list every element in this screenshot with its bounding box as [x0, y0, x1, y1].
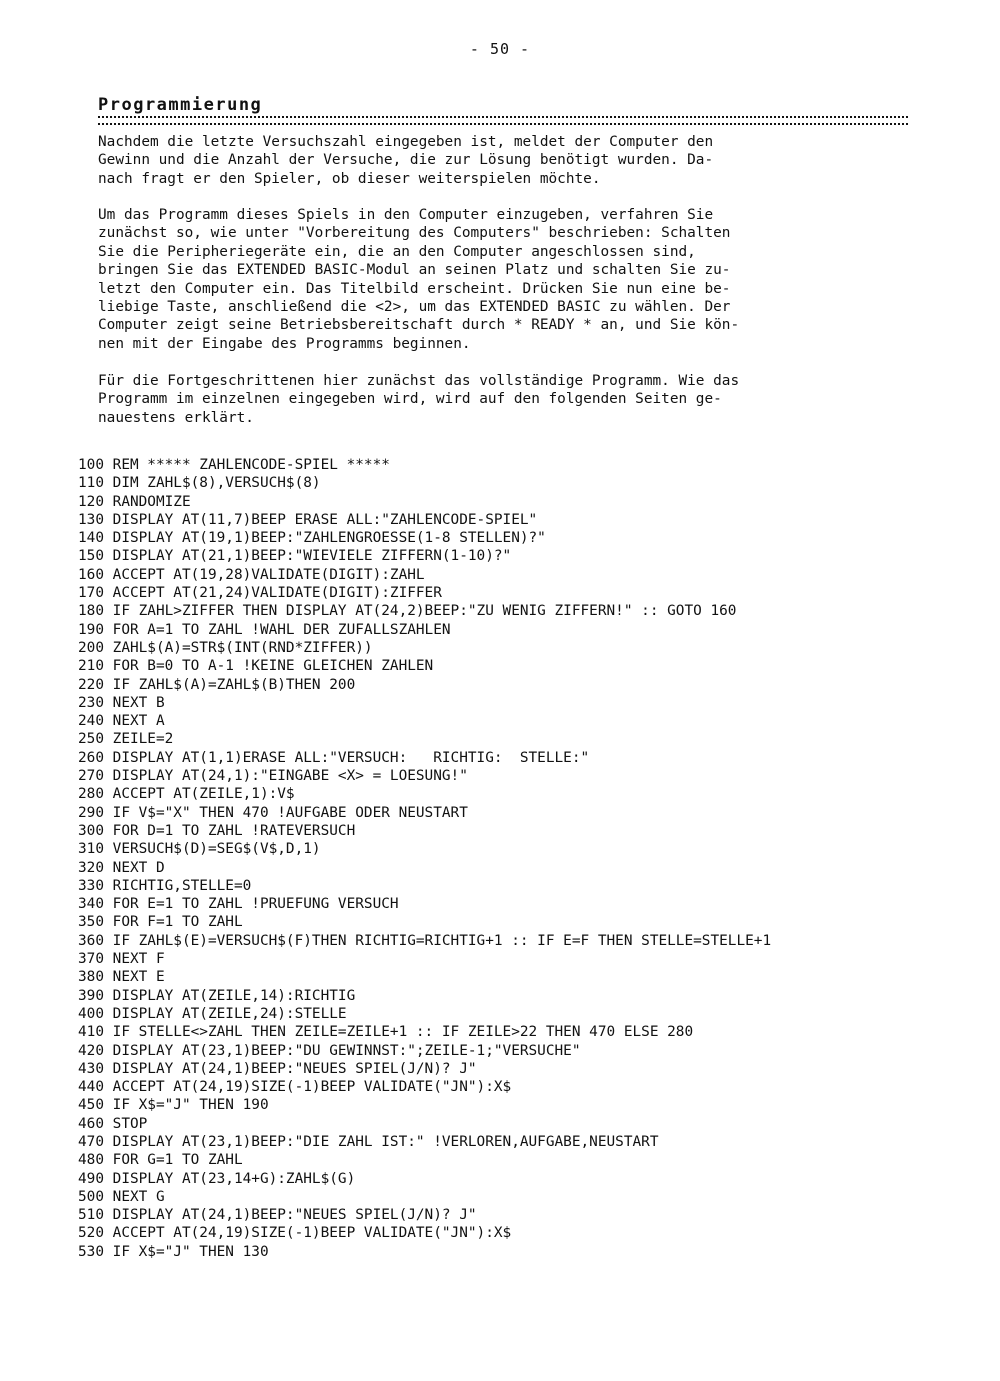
program-line: 350 FOR F=1 TO ZAHL [78, 914, 243, 931]
program-line: 440 ACCEPT AT(24,19)SIZE(-1)BEEP VALIDATE("JN"):X$ [78, 1079, 512, 1096]
program-line: 280 ACCEPT AT(ZEILE,1):V$ [78, 786, 295, 803]
program-line: 520 ACCEPT AT(24,19)SIZE(-1)BEEP VALIDATE("JN"):X$ [78, 1225, 512, 1242]
program-line: 360 IF ZAHL$(E)=VERSUCH$(F)THEN RICHTIG=RICHTIG+1 :: IF E=F THEN STELLE=STELLE+1 [78, 932, 772, 949]
program-line: 460 STOP [78, 1115, 148, 1132]
program-line: 250 ZEILE=2 [78, 731, 174, 748]
program-line: 300 FOR D=1 TO ZAHL !RATEVERSUCH [78, 822, 356, 839]
program-line: 150 DISPLAY AT(21,1)BEEP:"WIEVIELE ZIFFERN(1-10)?" [78, 548, 512, 565]
program-line: 390 DISPLAY AT(ZEILE,14):RICHTIG [78, 987, 356, 1004]
page-number: - 50 - [469, 40, 531, 58]
program-line: 140 DISPLAY AT(19,1)BEEP:"ZAHLENGROESSE(1-8 STELLEN)?" [78, 530, 546, 547]
program-line: 100 REM ***** ZAHLENCODE-SPIEL ***** [78, 457, 390, 473]
section-heading: Programmierung [98, 95, 263, 115]
program-line: 380 NEXT E [78, 969, 165, 986]
program-line: 180 IF ZAHL>ZIFFER THEN DISPLAY AT(24,2)BEEP:"ZU WENIG ZIFFERN!" :: GOTO 160 [78, 603, 737, 620]
program-line: 330 RICHTIG,STELLE=0 [78, 877, 252, 894]
program-line: 220 IF ZAHL$(A)=ZAHL$(B)THEN 200 [78, 676, 356, 693]
heading-underline-rule [98, 116, 908, 125]
program-line: 230 NEXT B [78, 694, 165, 711]
program-line: 210 FOR B=0 TO A-1 !KEINE GLEICHEN ZAHLEN [78, 658, 434, 675]
program-line: 110 DIM ZAHL$(8),VERSUCH$(8) [78, 475, 321, 492]
program-line: 490 DISPLAY AT(23,14+G):ZAHL$(G) [78, 1170, 356, 1187]
program-line: 480 FOR G=1 TO ZAHL [78, 1152, 243, 1169]
instructions-paragraph: Um das Programm dieses Spiels in den Computer einzugeben, verfahren Sie zunächst so, wie unter "Vorbereitung des Computers" beschrieben: Schalten Sie die Peripheriegeräte ein, die an den Computer angeschlossen sind, bringen Sie das EXTENDED BASIC-Modul an seinen Platz und schalten Sie zu- letzt den Computer ein. Das Titelbild erscheint. Drücken Sie nun eine be- liebige Taste, anschließend die <2>, um das EXTENDED BASIC zu wählen. Der Computer zeigt seine Betriebsbereitschaft durch * READY * an, und Sie kön- nen mit der Eingabe des Programms beginnen. [98, 207, 740, 352]
program-line: 420 DISPLAY AT(23,1)BEEP:"DU GEWINNST:";ZEILE-1;"VERSUCHE" [78, 1042, 581, 1059]
program-line: 470 DISPLAY AT(23,1)BEEP:"DIE ZAHL IST:" !VERLOREN,AUFGABE,NEUSTART [78, 1133, 659, 1150]
program-line: 170 ACCEPT AT(21,24)VALIDATE(DIGIT):ZIFFER [78, 585, 442, 602]
program-line: 120 RANDOMIZE [78, 493, 191, 510]
program-line: 530 IF X$="J" THEN 130 [78, 1243, 269, 1260]
listing-intro-paragraph: Für die Fortgeschrittenen hier zunächst das vollständige Programm. Wie das Programm im einzelnen eingegeben wird, wird auf den folgenden Seiten ge- nauestens erklärt. [98, 373, 740, 426]
intro-paragraph: Nachdem die letzte Versuchszahl eingegeben ist, meldet der Computer den Gewinn und die Anzahl der Versuche, die zur Lösung benötigt wurden. Da- nach fragt er den Spieler, ob dieser weiterspielen möchte. [98, 134, 714, 187]
program-line: 410 IF STELLE<>ZAHL THEN ZEILE=ZEILE+1 :: IF ZEILE>22 THEN 470 ELSE 280 [78, 1024, 694, 1041]
program-line: 340 FOR E=1 TO ZAHL !PRUEFUNG VERSUCH [78, 896, 399, 913]
program-line: 190 FOR A=1 TO ZAHL !WAHL DER ZUFALLSZAHLEN [78, 621, 451, 638]
program-line: 400 DISPLAY AT(ZEILE,24):STELLE [78, 1005, 347, 1022]
program-line: 130 DISPLAY AT(11,7)BEEP ERASE ALL:"ZAHLENCODE-SPIEL" [78, 511, 538, 528]
program-line: 370 NEXT F [78, 951, 165, 968]
program-line: 260 DISPLAY AT(1,1)ERASE ALL:"VERSUCH: RICHTIG: STELLE:" [78, 749, 590, 766]
program-line: 290 IF V$="X" THEN 470 !AUFGABE ODER NEUSTART [78, 804, 468, 821]
program-line: 310 VERSUCH$(D)=SEG$(V$,D,1) [78, 841, 321, 858]
program-listing [78, 456, 958, 1261]
program-line: 320 NEXT D [78, 859, 165, 876]
program-line: 270 DISPLAY AT(24,1):"EINGABE <X> = LOESUNG!" [78, 768, 468, 785]
program-line: 240 NEXT A [78, 713, 165, 730]
program-line: 200 ZAHL$(A)=STR$(INT(RND*ZIFFER)) [78, 639, 373, 656]
program-line: 510 DISPLAY AT(24,1)BEEP:"NEUES SPIEL(J/N)? J" [78, 1207, 477, 1224]
program-line: 430 DISPLAY AT(24,1)BEEP:"NEUES SPIEL(J/N)? J" [78, 1060, 477, 1077]
program-line: 500 NEXT G [78, 1188, 165, 1205]
program-line: 450 IF X$="J" THEN 190 [78, 1097, 269, 1114]
program-line: 160 ACCEPT AT(19,28)VALIDATE(DIGIT):ZAHL [78, 566, 425, 583]
